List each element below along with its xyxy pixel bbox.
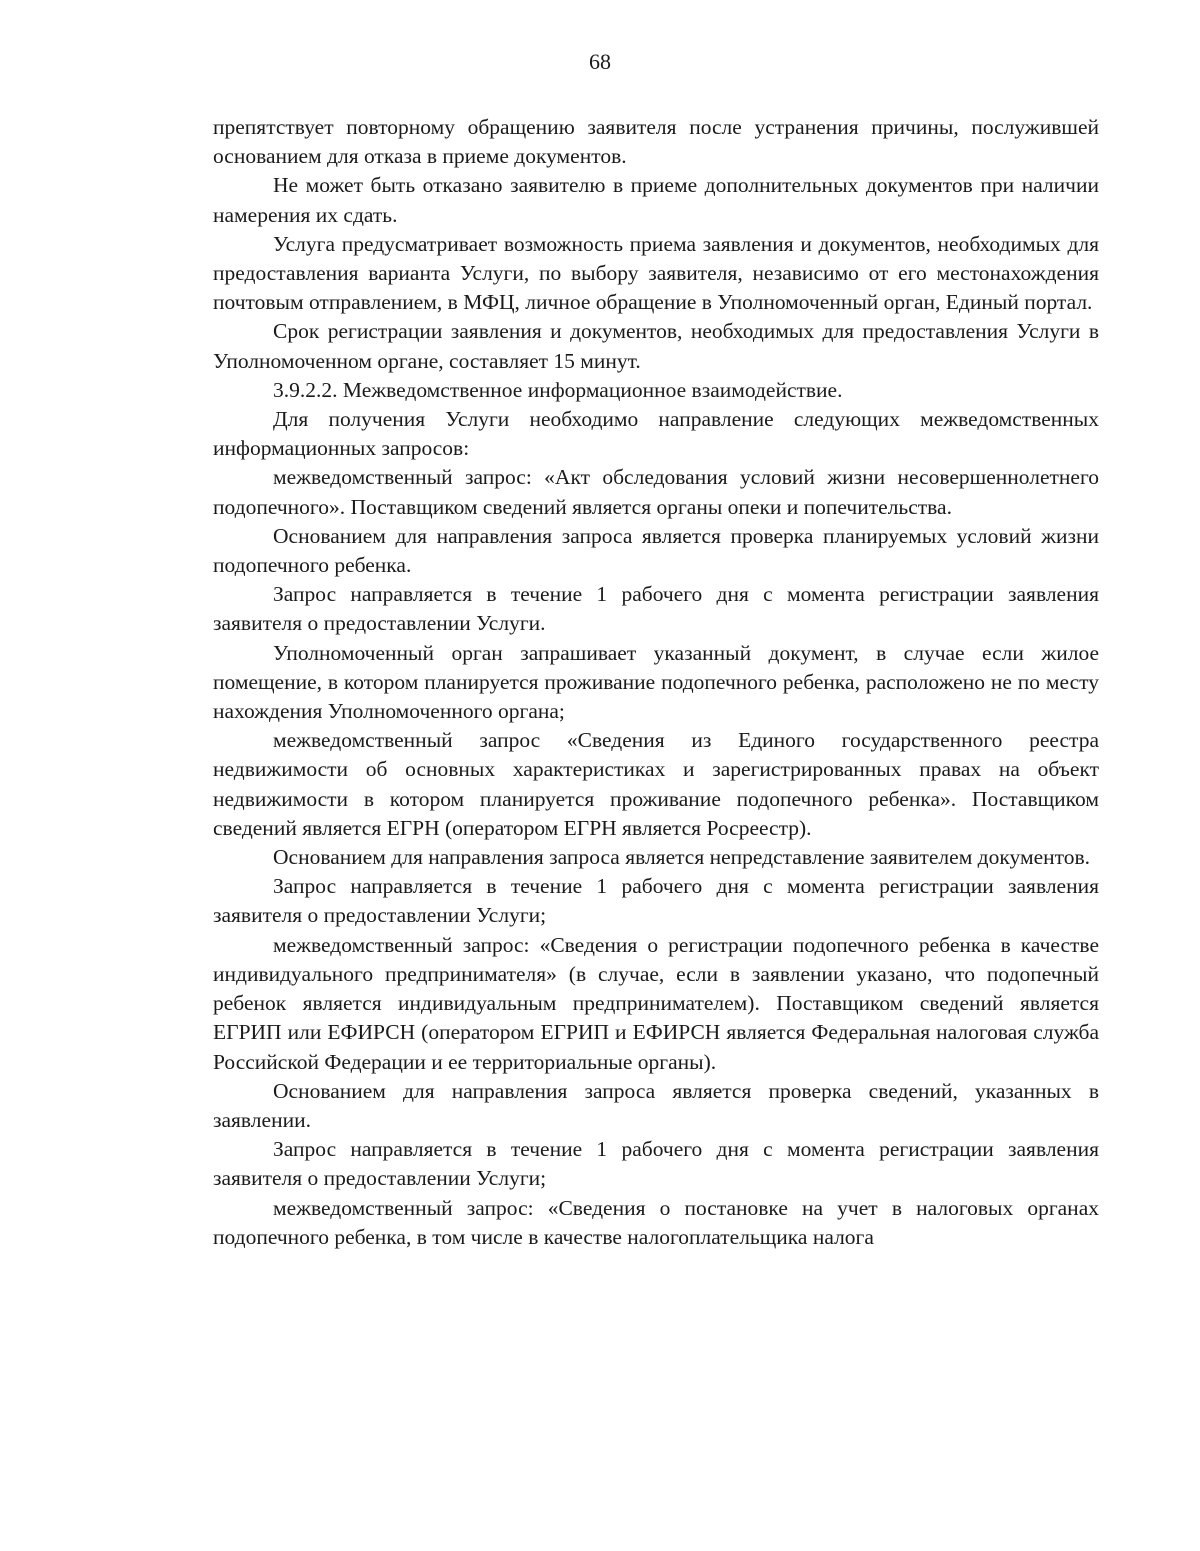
paragraph-requests-intro: Для получения Услуги необходимо направление следующих межведомственных информационных запросов: <box>213 407 1099 461</box>
paragraph-no-refusal: Не может быть отказано заявителю в приеме дополнительных документов при наличии намерения их сдать. <box>213 173 1099 227</box>
section-heading-3-9-2-2: 3.9.2.2. Межведомственное информационное взаимодействие. <box>273 377 843 402</box>
paragraph-service-submission: Услуга предусматривает возможность приема заявления и документов, необходимых для предоставления варианта Услуги, по выбору заявителя, независимо от его местонахождения почтовым отправлением, в МФЦ, личное обращение в Уполномоченный орган, Единый портал. <box>213 231 1099 315</box>
paragraph-basis-1: Основанием для направления запроса является проверка планируемых условий жизни подопечного ребенка. <box>213 523 1099 578</box>
paragraph-registration-term: Срок регистрации заявления и документов, необходимых для предоставления Услуги в Уполномоченном органе, составляет 15 минут. <box>213 319 1099 373</box>
paragraph-timing-2: Запрос направляется в течение 1 рабочего дня с момента регистрации заявления заявителя о предоставлении Услуги; <box>213 874 1099 928</box>
paragraph-request-egrn: межведомственный запрос «Сведения из Единого государственного реестра недвижимости об основных характеристиках и зарегистрированных правах на объект недвижимости в котором планируется проживание подопечного ребенка». Поставщиком сведений является ЕГРН (оператором ЕГРН является Росреестр). <box>213 728 1099 840</box>
paragraph-basis-2: Основанием для направления запроса является непредставление заявителем документов. <box>273 845 1091 870</box>
document-body <box>213 113 1099 1252</box>
page-number: 68 <box>589 49 611 74</box>
paragraph-request-egrip: межведомственный запрос: «Сведения о регистрации подопечного ребенка в качестве индивидуального предпринимателя» (в случае, если в заявлении указано, что подопечный ребенок является индивидуальным предпринимателем). Поставщиком сведений является ЕГРИП или ЕФИРСН (оператором ЕГРИП и ЕФИРСН является Федеральная налоговая служба Российской Федерации и ее территориальные органы). <box>213 932 1099 1074</box>
paragraph-request-tax: межведомственный запрос: «Сведения о постановке на учет в налоговых органах подопечного ребенка, в том числе в качестве налогоплательщика налога <box>213 1195 1099 1249</box>
paragraph-request-living-conditions: межведомственный запрос: «Акт обследования условий жизни несовершеннолетнего подопечного». Поставщиком сведений является органы опеки и попечительства. <box>213 465 1099 519</box>
paragraph-continuation: препятствует повторному обращению заявителя после устранения причины, послужившей основанием для отказа в приеме документов. <box>213 115 1099 169</box>
paragraph-basis-3: Основанием для направления запроса является проверка сведений, указанных в заявлении. <box>213 1078 1099 1132</box>
paragraph-authority-request: Уполномоченный орган запрашивает указанный документ, в случае если жилое помещение, в котором планируется проживание подопечного ребенка, расположено не по месту нахождения Уполномоченного органа; <box>213 640 1099 724</box>
paragraph-timing-1: Запрос направляется в течение 1 рабочего дня с момента регистрации заявления заявителя о предоставлении Услуги. <box>213 582 1099 636</box>
paragraph-timing-3: Запрос направляется в течение 1 рабочего дня с момента регистрации заявления заявителя о предоставлении Услуги; <box>213 1137 1099 1191</box>
